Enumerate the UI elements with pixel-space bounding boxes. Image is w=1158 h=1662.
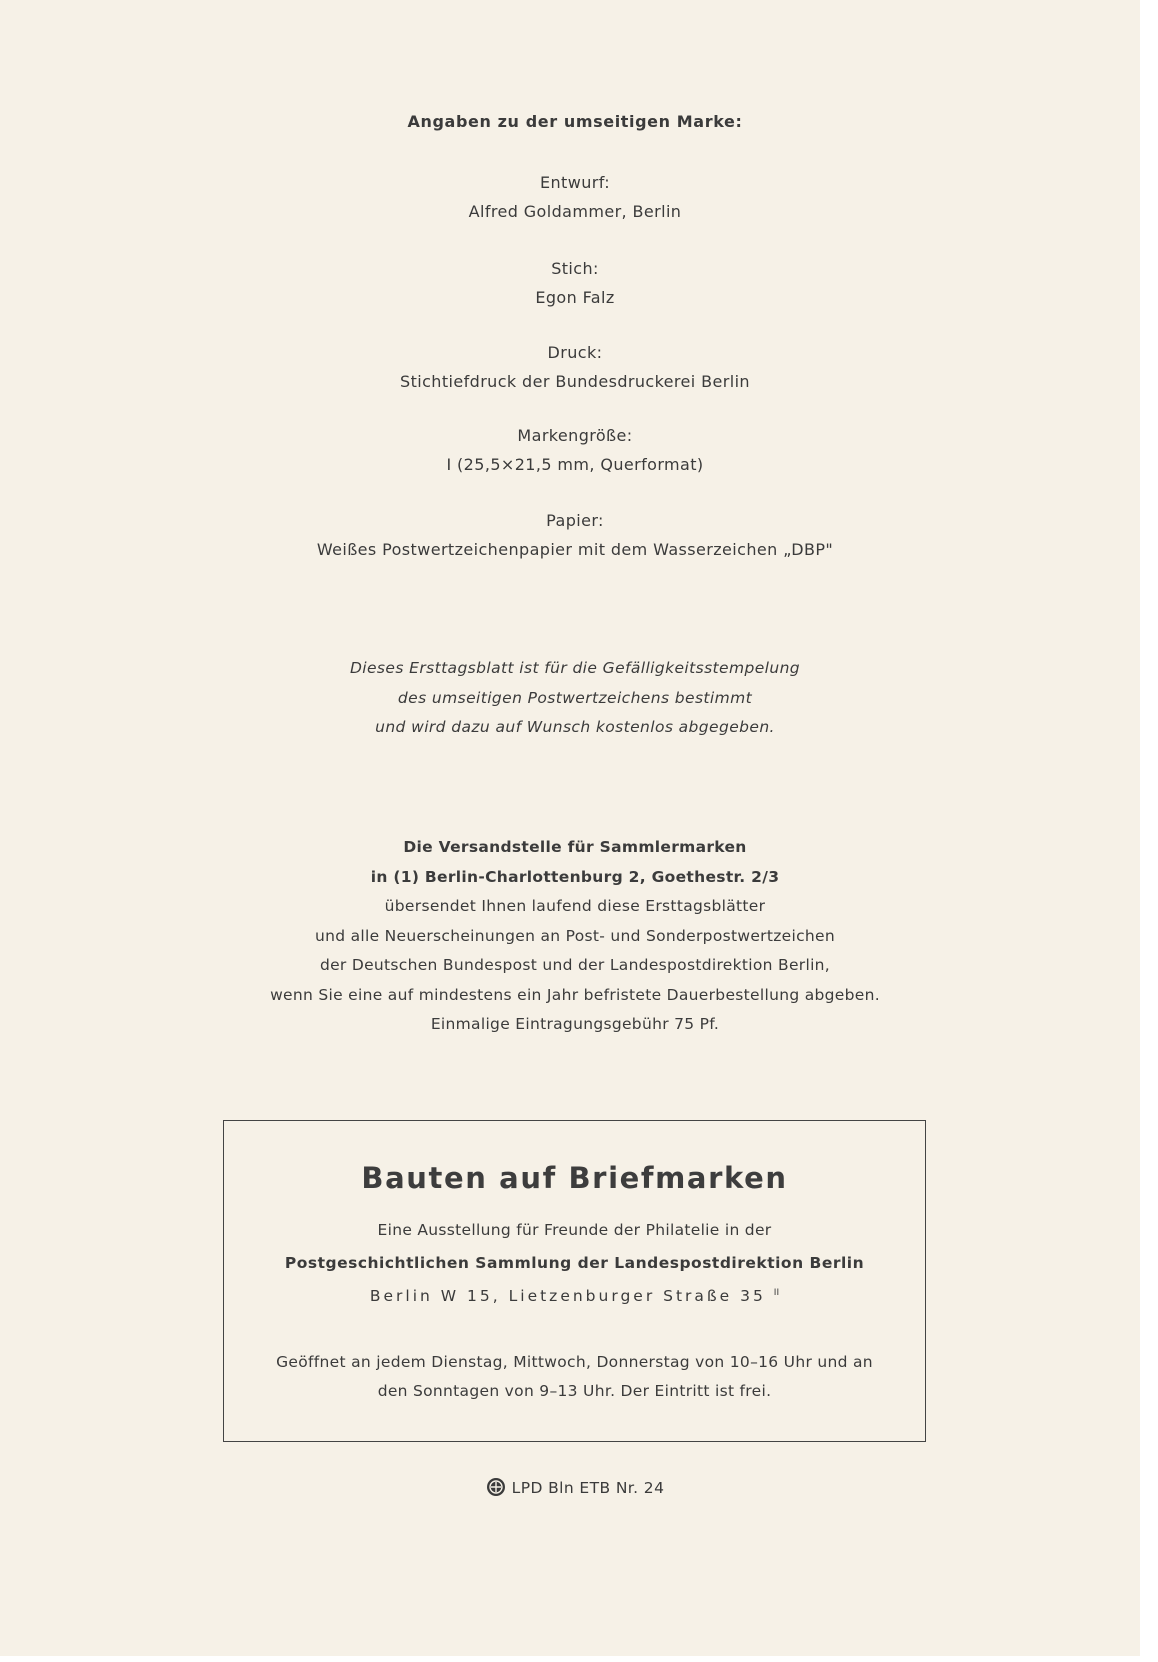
exhibition-institution: Postgeschichtlichen Sammlung der Landespostdirektion Berlin — [284, 1254, 865, 1272]
detail-value: Alfred Goldammer, Berlin — [468, 202, 682, 221]
exhibition-title: Bauten auf Briefmarken — [361, 1161, 788, 1195]
detail-value: I (25,5×21,5 mm, Querformat) — [446, 455, 704, 474]
versandstelle-info — [0, 833, 1150, 1040]
detail-entwurf — [0, 168, 1150, 226]
notice-line: des umseitigen Postwertzeichens bestimmt — [397, 688, 753, 707]
notice-line: und wird dazu auf Wunsch kostenlos abgegeben. — [375, 718, 775, 736]
detail-druck — [0, 338, 1150, 396]
versand-line: und alle Neuerscheinungen an Post- und Sonderpostwertzeichen — [314, 926, 836, 945]
detail-value: Egon Falz — [535, 288, 615, 307]
detail-papier — [0, 506, 1150, 564]
opening-hours-line: Geöffnet an jedem Dienstag, Mittwoch, Donnerstag von 10–16 Uhr und an — [276, 1353, 873, 1371]
versand-line: übersendet Ihnen laufend diese Ersttagsblätter — [384, 897, 766, 915]
exhibition-intro: Eine Ausstellung für Freunde der Philatelie in der — [377, 1221, 772, 1239]
scan-edge-right — [1140, 0, 1158, 1662]
notice-line: Dieses Ersttagsblatt ist für die Gefälligkeitsstempelung — [349, 659, 801, 677]
address-floor: II — [773, 1287, 780, 1298]
scan-edge-bottom — [0, 1656, 1158, 1662]
detail-label: Entwurf: — [540, 173, 610, 192]
ersttagsblatt-notice — [0, 654, 1150, 743]
detail-label: Papier: — [546, 511, 604, 530]
detail-markengroesse — [0, 421, 1150, 479]
footer — [0, 1477, 1150, 1497]
opening-hours-line: den Sonntagen von 9–13 Uhr. Der Eintritt ist frei. — [377, 1382, 772, 1400]
detail-label: Markengröße: — [517, 426, 633, 445]
page-heading: Angaben zu der umseitigen Marke: — [407, 112, 743, 131]
versand-line: in (1) Berlin-Charlottenburg 2, Goethestr. 2/3 — [370, 867, 780, 886]
detail-label: Stich: — [551, 259, 599, 278]
detail-value: Weißes Postwertzeichenpapier mit dem Wasserzeichen „DBP" — [316, 540, 834, 559]
footer-text: LPD Bln ETB Nr. 24 — [511, 1479, 665, 1497]
detail-value: Stichtiefdruck der Bundesdruckerei Berlin — [400, 372, 750, 391]
versand-line: wenn Sie eine auf mindestens ein Jahr befristete Dauerbestellung abgeben. — [270, 985, 880, 1004]
lpd-emblem-icon — [486, 1477, 506, 1497]
address-text: Berlin W 15, Lietzenburger Straße 35 — [369, 1287, 766, 1305]
detail-label: Druck: — [547, 343, 603, 362]
detail-stich — [0, 254, 1150, 312]
exhibition-address — [224, 1287, 925, 1305]
exhibition-box — [223, 1120, 926, 1442]
versand-line: der Deutschen Bundespost und der Landespostdirektion Berlin, — [319, 956, 831, 974]
versand-line: Die Versandstelle für Sammlermarken — [403, 838, 747, 856]
versand-line: Einmalige Eintragungsgebühr 75 Pf. — [430, 1015, 720, 1033]
